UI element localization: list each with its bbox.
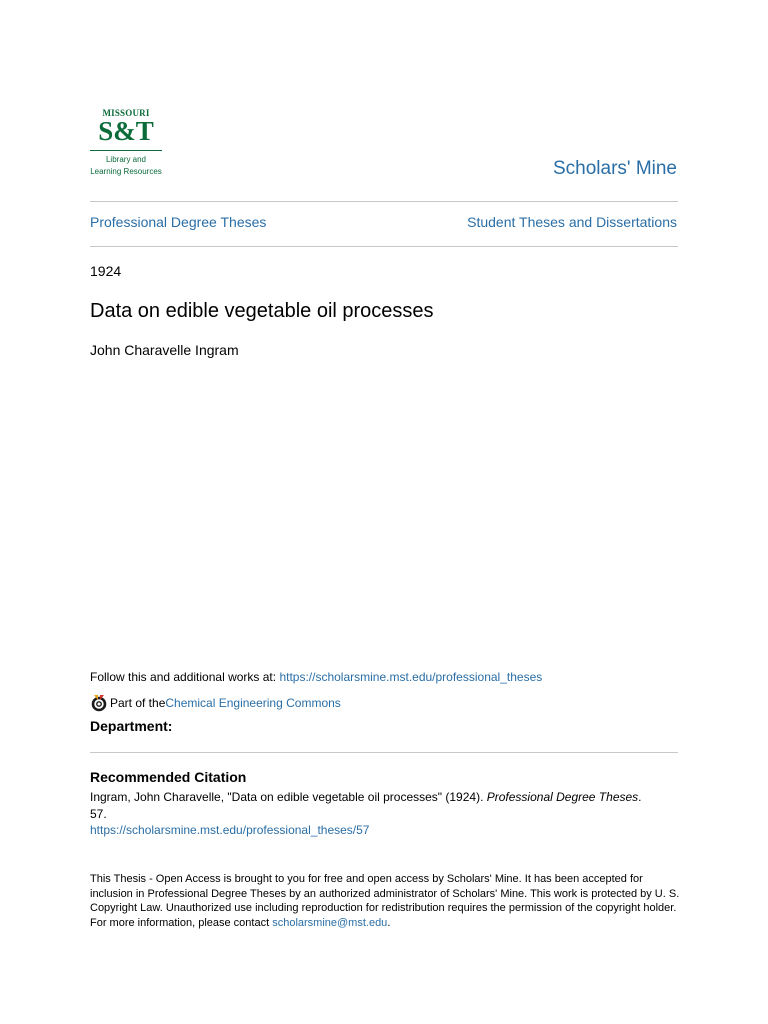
nav-student-theses-dissertations[interactable]: Student Theses and Dissertations <box>467 214 677 230</box>
follow-url-link[interactable]: https://scholarsmine.mst.edu/professional_theses <box>279 670 543 684</box>
missouri-st-logo[interactable] <box>90 106 164 182</box>
notice-text: This Thesis - Open Access is brought to you for free and open access by Scholars' Mine. It has been accepted for inclusion in Professional Degree Theses by an authorized administrator of Scholars' Mine. This work is protected by U. S. Copyright Law. Unauthorized use including reproduction for redistribution requires the permission of the copyright holder. For more information, please contact <box>90 873 680 929</box>
citation-body: Ingram, John Charavelle, "Data on edible vegetable oil processes" (1924). <box>90 790 487 804</box>
nav-professional-degree-theses[interactable]: Professional Degree Theses <box>90 214 267 230</box>
site-name-link[interactable]: Scholars' Mine <box>552 158 677 179</box>
logo-sub-line1: Library and <box>105 155 147 164</box>
recommended-citation-heading: Recommended Citation <box>90 769 247 785</box>
citation-number: 57. <box>90 807 107 821</box>
document-author: John Charavelle Ingram <box>90 342 239 358</box>
document-title: Data on edible vegetable oil processes <box>90 300 434 322</box>
publication-year: 1924 <box>90 263 122 279</box>
logo-mark: S&T <box>98 116 154 146</box>
follow-line <box>90 670 542 684</box>
citation-divider <box>90 752 678 753</box>
access-notice <box>90 872 680 930</box>
logo-subtitle <box>90 154 162 178</box>
logo-rule <box>90 150 162 151</box>
network-commons-icon <box>90 694 108 712</box>
contact-email-link[interactable]: scholarsmine@mst.edu <box>272 916 388 929</box>
chemical-engineering-commons-link[interactable]: Chemical Engineering Commons <box>165 696 341 710</box>
logo-top-text: MISSOURI <box>102 108 150 118</box>
citation-url-link[interactable]: https://scholarsmine.mst.edu/professional_theses/57 <box>90 823 370 837</box>
citation-text <box>90 789 680 823</box>
part-of-label: Part of the <box>110 696 166 710</box>
logo-sub-line2: Learning Resources <box>90 167 162 176</box>
nav-divider <box>90 246 678 247</box>
citation-series-end: . <box>638 790 642 804</box>
part-of-line <box>90 693 341 713</box>
department-label: Department: <box>90 718 173 734</box>
header-divider <box>90 201 678 202</box>
follow-label: Follow this and additional works at: <box>90 670 280 684</box>
notice-end: . <box>387 916 391 929</box>
citation-series: Professional Degree Theses <box>486 790 639 804</box>
